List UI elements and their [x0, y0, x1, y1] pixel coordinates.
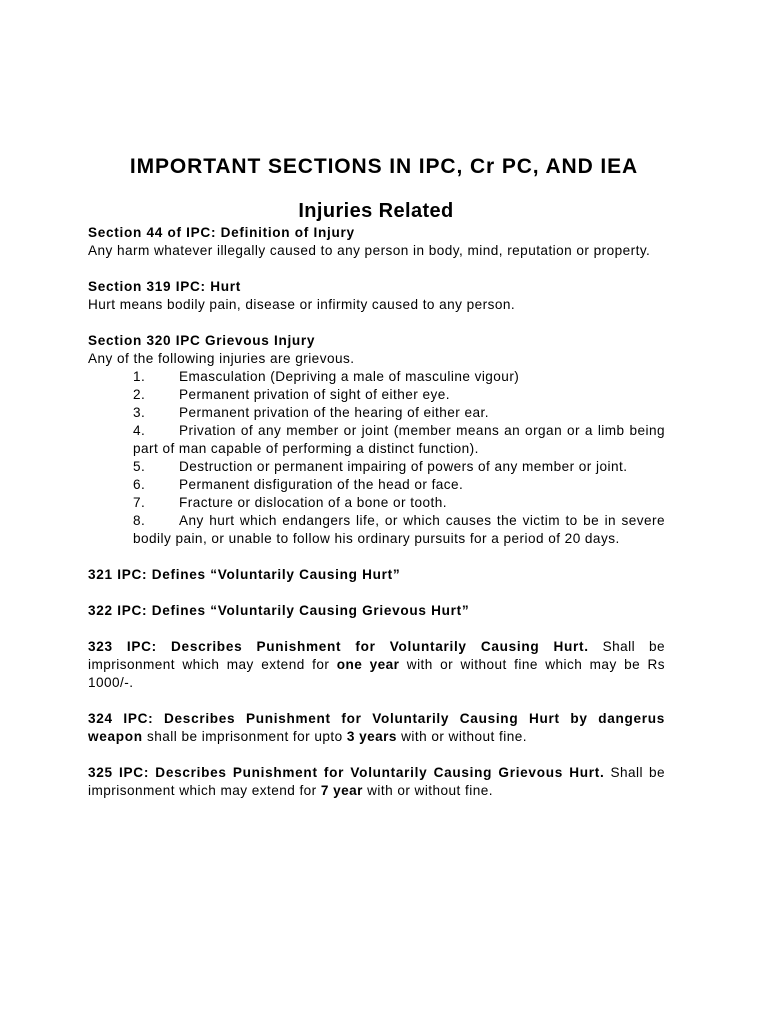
section-text: Shall be imprisonment which may extend for	[88, 765, 665, 798]
list-item-text: Permanent privation of sight of either eye.	[179, 387, 450, 402]
list-item	[133, 458, 665, 476]
section-emphasis: one year	[336, 657, 400, 672]
section-text: with or without fine.	[362, 783, 493, 798]
section-321	[88, 566, 665, 584]
list-item	[133, 422, 665, 458]
list-item-number: 5.	[133, 459, 146, 474]
section-heading: 323 IPC: Describes Punishment for Voluntarily Causing Hurt.	[88, 639, 589, 654]
section-emphasis: 3 years	[346, 729, 397, 744]
list-item	[133, 404, 665, 422]
list-item-number: 6.	[133, 477, 146, 492]
section-emphasis: 7 year	[320, 783, 363, 798]
section-heading: Section 320 IPC Grievous Injury	[88, 333, 316, 348]
section-44	[88, 224, 665, 260]
list-item-text: Emasculation (Depriving a male of masculine vigour)	[179, 369, 520, 384]
list-item-text: Permanent privation of the hearing of either ear.	[179, 405, 489, 420]
list-item-text: Destruction or permanent impairing of powers of any member or joint.	[179, 459, 628, 474]
section-heading: 321 IPC: Defines “Voluntarily Causing Hurt”	[88, 567, 401, 582]
list-item-number: 3.	[133, 405, 146, 420]
section-heading: 322 IPC: Defines “Voluntarily Causing Grievous Hurt”	[88, 603, 470, 618]
section-heading: Section 319 IPC: Hurt	[88, 279, 241, 294]
document-body	[88, 224, 665, 800]
section-body: Hurt means bodily pain, disease or infirmity caused to any person.	[88, 297, 516, 312]
section-320	[88, 332, 665, 548]
list-item	[133, 476, 665, 494]
list-item	[133, 494, 665, 512]
section-325	[88, 764, 665, 800]
list-item-text: Fracture or dislocation of a bone or tooth.	[179, 495, 447, 510]
list-item-text: Privation of any member or joint (member means an organ or a limb being part of man capable of performing a distinct function).	[133, 423, 665, 456]
section-324	[88, 710, 665, 746]
list-item	[133, 512, 665, 548]
section-heading: 324 IPC: Describes Punishment for Voluntarily Causing Hurt by dangerus weapon	[88, 711, 665, 744]
list-item-text: Any hurt which endangers life, or which causes the victim to be in severe bodily pain, or unable to follow his ordinary pursuits for a period of 20 days.	[133, 513, 665, 546]
list-item-number: 4.	[133, 423, 146, 438]
section-text: with or without fine.	[396, 729, 527, 744]
grievous-injury-list	[88, 368, 665, 548]
list-item-number: 8.	[133, 513, 146, 528]
section-heading: 325 IPC: Describes Punishment for Voluntarily Causing Grievous Hurt.	[88, 765, 605, 780]
list-item	[133, 386, 665, 404]
section-322	[88, 602, 665, 620]
document-subtitle: Injuries Related	[298, 200, 454, 222]
section-text: shall be imprisonment for upto	[142, 729, 347, 744]
section-319	[88, 278, 665, 314]
section-323	[88, 638, 665, 692]
section-intro: Any of the following injuries are grievous.	[88, 351, 355, 366]
section-heading: Section 44 of IPC: Definition of Injury	[88, 225, 355, 240]
section-text: with or without fine which may be Rs 1000/-.	[88, 657, 666, 690]
section-body: Any harm whatever illegally caused to any person in body, mind, reputation or property.	[88, 243, 651, 258]
list-item	[133, 368, 665, 386]
document-title: IMPORTANT SECTIONS IN IPC, Cr PC, AND IEA	[129, 155, 639, 178]
list-item-number: 7.	[133, 495, 146, 510]
list-item-number: 2.	[133, 387, 146, 402]
list-item-number: 1.	[133, 369, 146, 384]
section-text: Shall be imprisonment which may extend for	[88, 639, 665, 672]
list-item-text: Permanent disfiguration of the head or face.	[179, 477, 464, 492]
